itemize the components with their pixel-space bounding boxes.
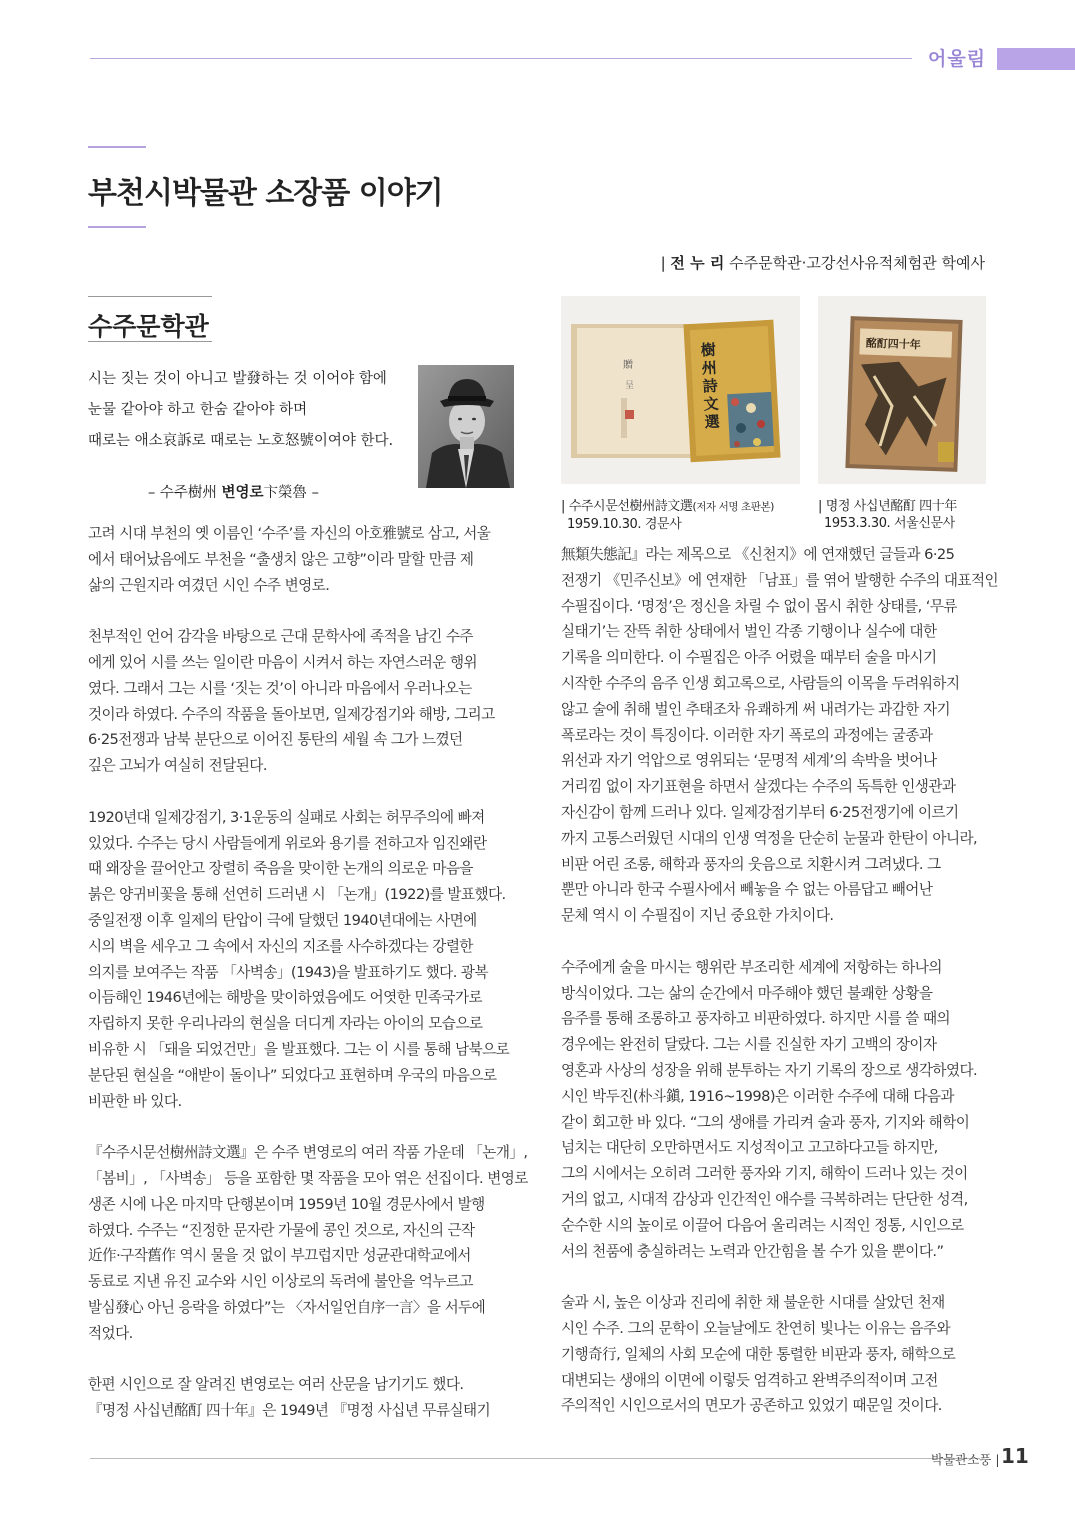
body-line: 깊은 고뇌가 여실히 전달된다. bbox=[88, 757, 267, 775]
body-line: 기행奇行, 일체의 사회 모순에 대한 통렬한 비판과 풍자, 해학으로 bbox=[561, 1345, 956, 1363]
poem-attribution bbox=[148, 481, 319, 502]
svg-text:贈: 贈 bbox=[623, 360, 633, 371]
page-number: 11 bbox=[1001, 1444, 1029, 1468]
body-line: 중일전쟁 이후 일제의 탄압이 극에 달했던 1940년대에는 사면에 bbox=[88, 911, 477, 929]
book-photo-myeongjeong bbox=[818, 296, 986, 484]
paragraph-gap bbox=[88, 779, 520, 805]
body-line: 폭로라는 것이 특징이다. 이러한 자기 폭로의 과정에는 굴종과 bbox=[561, 726, 933, 744]
body-line: 「봄비」, 「사벽송」 등을 포함한 몇 작품을 모아 엮은 선집이다. 변영로 bbox=[88, 1169, 528, 1187]
body-line: 뿐만 아니라 한국 수필사에서 빼놓을 수 없는 아름답고 빼어난 bbox=[561, 881, 933, 899]
body-line: 경우에는 완전히 달랐다. 그는 시를 진실한 자기 고백의 장이자 bbox=[561, 1036, 937, 1054]
body-line: 한편 시인으로 잘 알려진 변영로는 여러 산문을 남기기도 했다. bbox=[88, 1376, 464, 1394]
caption-title: 명정 사십년酩酊 四十年 bbox=[825, 499, 957, 514]
paragraph-gap bbox=[561, 929, 993, 955]
section-label: 어울림 bbox=[928, 48, 987, 70]
body-line: 전쟁기 《민주신보》에 연재한 「남표」를 엮어 발행한 수주의 대표적인 bbox=[561, 571, 999, 589]
caption-mark: | bbox=[561, 499, 565, 514]
author-line bbox=[661, 252, 985, 273]
attribution-name: 변영로 bbox=[221, 484, 264, 501]
magazine-name: 박물관소풍 bbox=[931, 1452, 992, 1467]
svg-text:文: 文 bbox=[703, 394, 720, 414]
poem-line: 때로는 애소哀訴로 때로는 노호怒號이여야 한다. bbox=[88, 433, 394, 449]
svg-text:選: 選 bbox=[704, 412, 721, 432]
body-line: 않고 술에 취해 벌인 추태조차 유쾌하게 써 내려가는 과감한 자기 bbox=[561, 700, 951, 718]
body-line: 영혼과 사상의 성장을 위해 분투하는 자기 기록의 장으로 생각하였다. bbox=[561, 1061, 978, 1079]
body-line: 고려 시대 부천의 옛 이름인 ‘수주’를 자신의 아호雅號로 삼고, 서울 bbox=[88, 525, 491, 542]
header-rule bbox=[90, 58, 912, 59]
body-line: 발심發心 아닌 응락을 하였다”는 〈자서일언自序一言〉을 서두에 bbox=[88, 1298, 486, 1316]
body-line: 시인 박두진(朴斗鎭, 1916~1998)은 이러한 수주에 대해 다음과 bbox=[561, 1087, 954, 1105]
body-line: 천부적인 언어 감각을 바탕으로 근대 문학사에 족적을 남긴 수주 bbox=[88, 628, 473, 646]
caption-date: 1959.10.30. 경문사 bbox=[567, 517, 682, 532]
body-line: 것이라 하였다. 수주의 작품을 돌아보면, 일제강점기와 해방, 그리고 bbox=[88, 705, 495, 723]
body-line: 붉은 양귀비꽃을 통해 선연히 드러낸 시 「논개」(1922)를 발표했다. bbox=[88, 886, 506, 904]
body-line: 같이 회고한 바 있다. “그의 생애를 가리켜 술과 풍자, 기지와 해학이 bbox=[561, 1113, 970, 1131]
paragraph-gap bbox=[88, 1347, 520, 1373]
attribution-suffix: 卞榮魯 – bbox=[263, 485, 319, 501]
body-line: 주의적인 시인으로서의 면모가 공존하고 있었기 때문일 것이다. bbox=[561, 1397, 942, 1415]
body-line: 실태기’는 잔뜩 취한 상태에서 벌인 각종 기행이나 실수에 대한 bbox=[561, 623, 937, 641]
article-subtitle: 수주문학관 bbox=[88, 312, 209, 341]
body-line: 기록을 의미한다. 이 수필집은 아주 어렸을 때부터 술을 마시기 bbox=[561, 649, 937, 667]
body-line: 때 왜장을 끌어안고 장렬히 죽음을 맞이한 논개의 의로운 마음을 bbox=[88, 860, 473, 878]
body-line: 적었다. bbox=[88, 1324, 133, 1342]
title-rule-bottom bbox=[88, 226, 146, 228]
caption-book-1 bbox=[561, 498, 774, 533]
body-column-right bbox=[561, 542, 999, 1419]
svg-text:酩酊四十年: 酩酊四十年 bbox=[865, 336, 921, 352]
body-line: 넘치는 대단히 오만하면서도 지성적이고 고고하다고들 하지만, bbox=[561, 1139, 938, 1157]
body-line: 1920년대 일제강점기, 3·1운동의 실패로 사회는 허무주의에 빠져 bbox=[88, 808, 485, 826]
body-line: 거의 없고, 시대적 감상과 인간적인 애수를 극복하려는 단단한 성격, bbox=[561, 1190, 968, 1208]
body-line: 자립하지 못한 우리나라의 현실을 더디게 자라는 아이의 모습으로 bbox=[88, 1015, 483, 1033]
poem-quote bbox=[88, 364, 418, 457]
poem-line: 눈물 같아야 하고 한숨 같아야 하며 bbox=[88, 402, 308, 418]
caption-note: (저자 서명 초판본) bbox=[692, 501, 774, 513]
body-line: 분단된 현실을 “애받이 돌이나” 되었다고 표현하며 우국의 마음으로 bbox=[88, 1066, 497, 1084]
body-line: 음주를 통해 조롱하고 풍자하고 비판하였다. 하지만 시를 쓸 때의 bbox=[561, 1010, 951, 1028]
body-line: 까지 고통스러웠던 시대의 인생 역정을 단순히 눈물과 한탄이 아니라, bbox=[561, 829, 978, 847]
body-line: 시작한 수주의 음주 인생 회고록으로, 사람들의 이목을 두려워하지 bbox=[561, 674, 960, 692]
footer-label bbox=[931, 1450, 1000, 1468]
book-photo-susu-simunseon bbox=[561, 296, 800, 484]
body-line: 수주에게 술을 마시는 행위란 부조리한 세계에 저항하는 하나의 bbox=[561, 958, 942, 976]
body-line: 에서 태어났음에도 부천을 “출생치 않은 고향”이라 말할 만큼 제 bbox=[88, 550, 474, 568]
body-line: 문체 역시 이 수필집이 지닌 중요한 가치이다. bbox=[561, 907, 834, 925]
body-line: 였다. 그래서 그는 시를 ‘짓는 것’이 아니라 마음에서 우러나오는 bbox=[88, 679, 472, 697]
author-role: 수주문학관·고강선사유적체험관 학예사 bbox=[729, 254, 985, 272]
body-line: 방식이었다. 그는 삶의 순간에서 마주해야 했던 불쾌한 상황을 bbox=[561, 984, 933, 1002]
footer-separator: | bbox=[995, 1452, 1000, 1467]
body-line: 수필집이다. ‘명정’은 정신을 차릴 수 없이 몹시 취한 상태를, ‘무류 bbox=[561, 597, 957, 615]
body-line: 순수한 시의 높이로 이끌어 다음어 올리려는 시적인 정통, 시인으로 bbox=[561, 1216, 964, 1234]
body-line: 하였다. 수주는 “진정한 문자란 가물에 콩인 것으로, 자신의 근작 bbox=[88, 1221, 475, 1239]
body-line: 『명정 사십년酩酊 四十年』은 1949년 『명정 사십년 무류실태기 bbox=[88, 1402, 491, 1420]
svg-text:樹: 樹 bbox=[700, 340, 717, 360]
paragraph-gap bbox=[88, 1114, 520, 1140]
body-line: 삶의 근원지라 여겼던 시인 수주 변영로. bbox=[88, 576, 330, 594]
body-line: 6·25전쟁과 남북 분단으로 이어진 통탄의 세월 속 그가 느꼈던 bbox=[88, 731, 463, 749]
body-line: 위선과 자기 억압으로 영위되는 ‘문명적 세계’의 속박을 벗어나 bbox=[561, 752, 937, 770]
body-line: 近作·구작舊作 역시 물을 것 없이 부끄럽지만 성균관대학교에서 bbox=[88, 1247, 471, 1265]
body-line: 그의 시에서는 오히려 그러한 풍자와 기지, 해학이 드러나 있는 것이 bbox=[561, 1165, 968, 1183]
subtitle-rule-bottom bbox=[88, 341, 212, 342]
svg-text:呈: 呈 bbox=[625, 381, 635, 391]
body-line: 시인 수주. 그의 문학이 오늘날에도 찬연히 빛나는 이유는 음주와 bbox=[561, 1319, 951, 1337]
body-line: 비판한 바 있다. bbox=[88, 1092, 182, 1110]
caption-title: 수주시문선樹州詩文選 bbox=[568, 499, 693, 514]
body-line: 비판 어린 조롱, 해학과 풍자의 웃음으로 치환시켜 그려냈다. 그 bbox=[561, 855, 941, 873]
body-line: 의지를 보여주는 작품 「사벽송」(1943)을 발표하기도 했다. 광복 bbox=[88, 963, 488, 981]
portrait-photo bbox=[418, 365, 514, 488]
body-line: 서의 천품에 충실하려는 노력과 안간힘을 볼 수가 있을 뿐이다.” bbox=[561, 1242, 944, 1260]
body-line: 비유한 시 「돼을 되었건만」을 발표했다. 그는 이 시를 통해 남북으로 bbox=[88, 1040, 510, 1058]
footer-rule bbox=[90, 1458, 980, 1459]
poem-line: 시는 짓는 것이 아니고 발發하는 것 이어야 함에 bbox=[88, 371, 387, 387]
paragraph-gap bbox=[88, 598, 520, 624]
section-accent-bar bbox=[997, 48, 1075, 70]
page-title: 부천시박물관 소장품 이야기 bbox=[88, 176, 443, 211]
attribution-prefix: – 수주樹州 bbox=[148, 485, 222, 501]
svg-text:州: 州 bbox=[701, 358, 718, 378]
body-line: 자신감이 함께 드러나 있다. 일제강점기부터 6·25전쟁기에 이르기 bbox=[561, 803, 959, 821]
body-line: 대변되는 생애의 이면에 이렇듯 엄격하고 완벽주의적이며 고전 bbox=[561, 1371, 938, 1389]
caption-date: 1953.3.30. 서울신문사 bbox=[824, 516, 955, 531]
author-name: 전 누 리 bbox=[670, 254, 725, 272]
body-line: 생존 시에 나온 마지막 단행본이며 1959년 10월 경문사에서 발행 bbox=[88, 1195, 485, 1213]
title-rule-top bbox=[88, 146, 146, 148]
svg-text:詩: 詩 bbox=[702, 376, 719, 396]
body-column-left bbox=[88, 521, 528, 1424]
body-line: 술과 시, 높은 이상과 진리에 취한 채 불운한 시대를 살았던 천재 bbox=[561, 1294, 945, 1312]
caption-mark: | bbox=[818, 499, 822, 514]
author-mark: | bbox=[660, 254, 666, 272]
body-line: 『수주시문선樹州詩文選』은 수주 변영로의 여러 작품 가운데 「논개」, bbox=[88, 1144, 528, 1162]
body-line: 거리낌 없이 자기표현을 하면서 살겠다는 수주의 독특한 인생관과 bbox=[561, 778, 956, 796]
body-line: 無類失態記』라는 제목으로 《신천지》에 연재했던 글들과 6·25 bbox=[561, 546, 955, 563]
subtitle-rule-top bbox=[88, 296, 212, 297]
caption-book-2 bbox=[818, 498, 957, 532]
body-line: 동료로 지낸 유진 교수와 시인 이상로의 독려에 불안을 억누르고 bbox=[88, 1273, 473, 1291]
body-line: 있었다. 수주는 당시 사람들에게 위로와 용기를 전하고자 임진왜란 bbox=[88, 834, 487, 852]
paragraph-gap bbox=[561, 1264, 993, 1290]
body-line: 에게 있어 시를 쓰는 일이란 마음이 시켜서 하는 자연스러운 행위 bbox=[88, 653, 478, 671]
body-line: 이듬해인 1946년에는 해방을 맞이하였음에도 어엿한 민족국가로 bbox=[88, 989, 483, 1007]
body-line: 시의 벽을 세우고 그 속에서 자신의 지조를 사수하겠다는 강렬한 bbox=[88, 937, 473, 955]
